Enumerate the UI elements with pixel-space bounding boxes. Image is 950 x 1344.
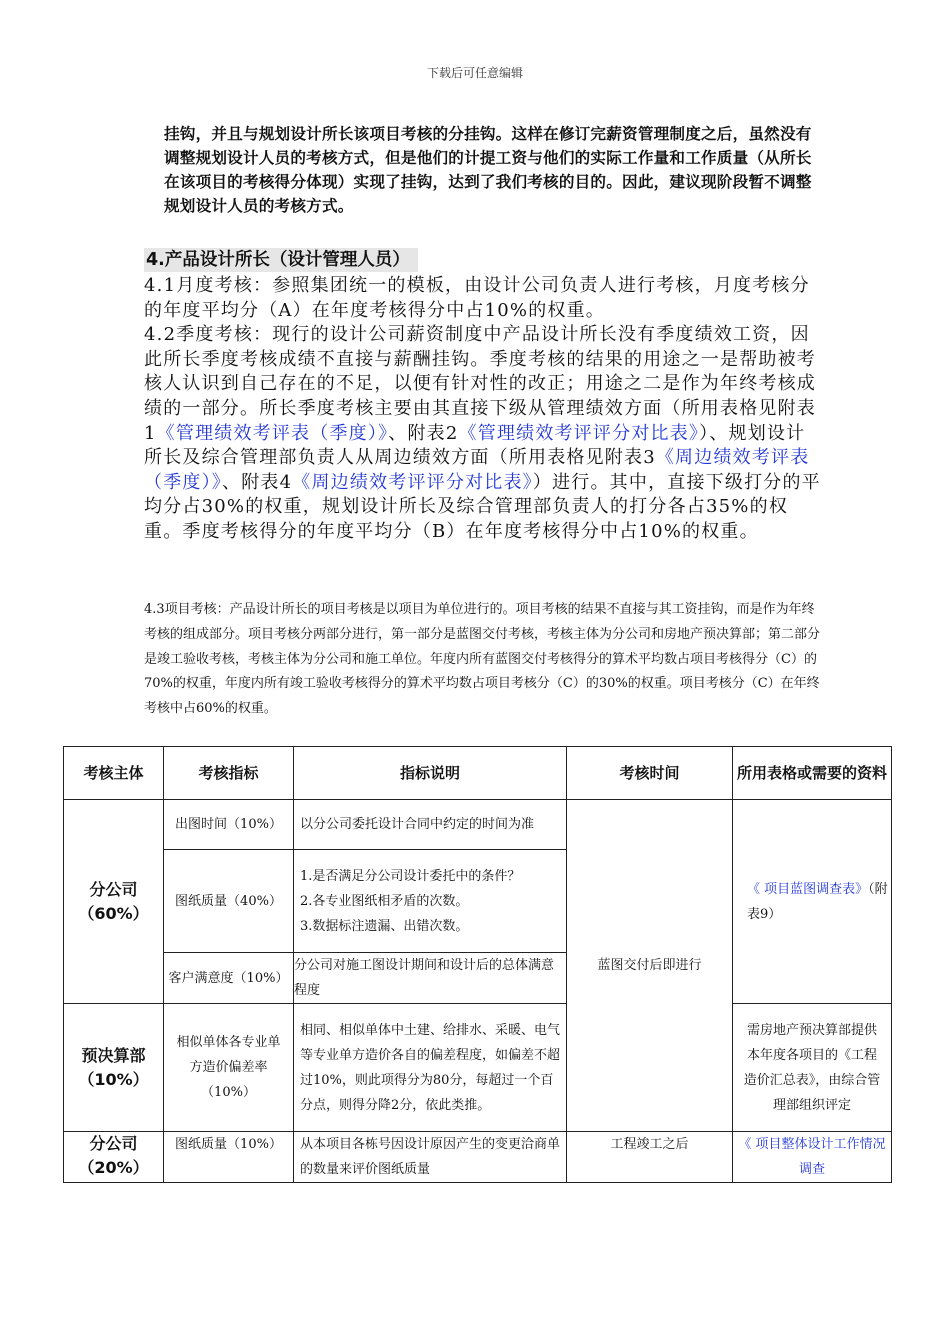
indicator-cost-deviation: 相似单体各专业单方造价偏差率（10%）	[164, 1004, 294, 1132]
header-subject: 考核主体	[64, 747, 164, 800]
table-row	[64, 800, 892, 850]
page-header: 下载后可任意编辑	[426, 66, 523, 80]
assessment-table	[63, 746, 892, 1183]
appendix-2-link[interactable]: 《管理绩效考评评分对比表》	[458, 422, 700, 444]
quarterly-review-text-c: ）、规划设计所长及综合管理部负责人从周边绩效方面（所用表格见附表3	[144, 422, 806, 469]
indicator-satisfaction: 客户满意度（10%）	[164, 953, 294, 1004]
table-row	[64, 1004, 892, 1132]
desc-item: 1.是否满足分公司设计委托中的条件？	[300, 868, 521, 884]
appendix-9-note: （附表9）	[747, 881, 888, 922]
table-header-row	[64, 747, 892, 800]
table-row	[64, 1132, 892, 1183]
appendix-3-link[interactable]: 《周边绩效考评表（季度）》	[144, 447, 810, 493]
time-blueprint: 蓝图交付后即进行	[567, 800, 733, 1132]
desc-item: 3.数据标注遗漏、出错次数。	[300, 918, 469, 934]
quarterly-review-text-d: 、附表4	[222, 471, 293, 493]
paragraph-continuation: 挂钩，并且与规划设计所长该项目考核的分挂钩。这样在修订完薪资管理制度之后，虽然没有调整规划设计人员的考核方式，但是他们的计提工资与他们的实际工作量和工作质量（从所长在该项目的考核得分体现）实现了挂钩，达到了我们考核的目的。因此，建议现阶段暂不调整规划设计人员的考核方式。	[164, 125, 812, 215]
appendix-4-link[interactable]: 《周边绩效考评评分对比表》	[292, 471, 533, 493]
time-completion: 工程竣工之后	[567, 1132, 733, 1183]
subject-branch: 分公司（60%）	[64, 800, 164, 1004]
appendix-1-link[interactable]: 《管理绩效考评表（季度）》	[156, 422, 389, 444]
desc-drawing-quality	[294, 850, 567, 953]
desc-cost-deviation: 相同、相似单体中土建、给排水、采暖、电气等专业单方造价各自的偏差程度，如偏差不超过10%，则此项得分为80分，每超过一个百分点，则得分降2分，依此类推。	[294, 1004, 567, 1132]
desc-drawing-time: 以分公司委托设计合同中约定的时间为准	[294, 800, 567, 850]
header-indicator: 考核指标	[164, 747, 294, 800]
desc-change-orders: 从本项目各栋号因设计原因产生的变更洽商单的数量来评价图纸质量	[294, 1132, 567, 1183]
desc-item: 2.各专业图纸相矛盾的次数。	[300, 893, 469, 909]
project-review-text: 4.3项目考核：产品设计所长的项目考核是以项目为单位进行的。项目考核的结果不直接与其工资挂钩，而是作为年终考核的组成部分。项目考核分两部分进行，第一部分是蓝图交付考核，考核主体为分公司和房地产预决算部；第二部分是竣工验收考核，考核主体为分公司和施工单位。年度内所有蓝图交付考核得分的算术平均数占项目考核得分（C）的70%的权重，年度内所有竣工验收考核得分的算术平均数占项目考核分（C）的30%的权重。项目考核分（C）在年终考核中占60%的权重。	[144, 602, 821, 717]
material-cost-summary: 需房地产预决算部提供本年度各项目的《工程造价汇总表》，由综合管理部组织评定	[733, 1004, 892, 1132]
material-blueprint	[733, 800, 892, 1004]
project-survey-link[interactable]: 《 项目整体设计工作情况调查	[738, 1137, 886, 1177]
header-time: 考核时间	[567, 747, 733, 800]
subject-branch-2: 分公司（20%）	[64, 1132, 164, 1183]
header-material: 所用表格或需要的资料	[733, 747, 892, 800]
monthly-review-text: 4.1月度考核：参照集团统一的模板，由设计公司负责人进行考核，月度考核分的年度平均分（A）在年度考核得分中占10%的权重。	[144, 275, 810, 321]
indicator-drawing-quality-2: 图纸质量（10%）	[164, 1132, 294, 1183]
indicator-drawing-quality: 图纸质量（40%）	[164, 850, 294, 953]
desc-satisfaction: 分公司对施工图设计期间和设计后的总体满意程度	[294, 953, 567, 1004]
appendix-9-link[interactable]: 《 项目蓝图调查表》	[747, 881, 869, 897]
quarterly-review-text: 4.2季度考核：现行的设计公司薪资制度中产品设计所长没有季度绩效工资，因此所长季度考核成绩不直接与薪酬挂钩。季度考核的结果的用途之一是帮助被考核人认识到自己存在的不足，以便有针对性的改正；用途之二是作为年终考核成绩的一部分。所长季度考核主要由其直接下级从管理绩效方面（所用表格见附表1	[144, 324, 816, 444]
quarterly-review-text-b: 、附表2	[388, 422, 459, 444]
material-project-survey	[733, 1132, 892, 1183]
quarterly-review-text-e: ）进行。其中，直接下级打分的平均分占30%的权重，规划设计所长及综合管理部负责人的打分各占35%的权重。季度考核得分的年度平均分（B）在年度考核得分中占10%的权重。	[144, 471, 821, 542]
indicator-drawing-time: 出图时间（10%）	[164, 800, 294, 850]
section-4-1-4-2	[144, 274, 824, 545]
header-description: 指标说明	[294, 747, 567, 800]
section-title: 4.产品设计所长（设计管理人员）	[144, 248, 418, 272]
subject-budget: 预决算部（10%）	[64, 1004, 164, 1132]
